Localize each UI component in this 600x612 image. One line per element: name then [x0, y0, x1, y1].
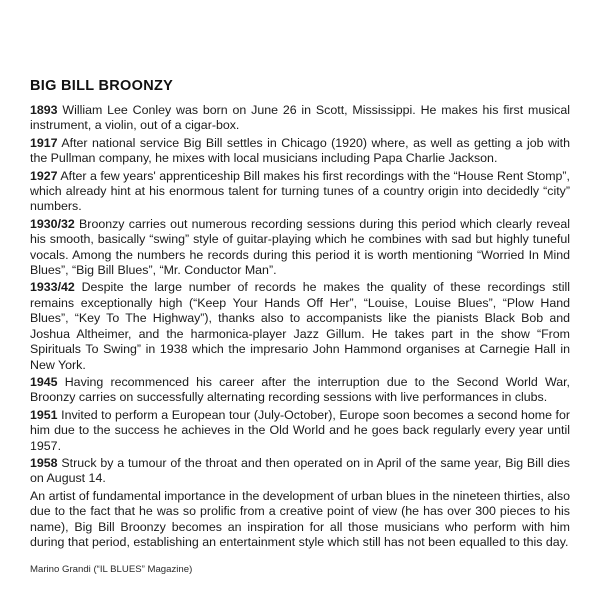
entry-text: William Lee Conley was born on June 26 in Scott, Mississippi. He makes his first musical instrument, a violin, out of a cigar-box.: [30, 103, 570, 133]
biography-entry: [30, 375, 570, 406]
entry-year: 1951: [30, 407, 58, 422]
page-title: BIG BILL BROONZY: [30, 78, 174, 94]
entry-year: 1958: [30, 455, 58, 470]
author-credit: Marino Grandi (“IL BLUES” Magazine): [30, 564, 193, 576]
entry-text: Having recommenced his career after the interruption due to the Second World War, Broonzy carries on successfully alternating recording sessions with live performances in clubs.: [30, 374, 570, 405]
entry-year: 1930/32: [30, 216, 75, 231]
entry-text: Broonzy carries out numerous recording sessions during this period which clearly reveal his smooth, basically “swing” style of guitar-playing which he combines with sad but highly tuneful vocals. Among the numbers he records during this period it is worth mentioning “Worried In Mind Blues”, “Big Bill Blues”, “Mr. Conductor Man”.: [30, 216, 570, 278]
entry-year: 1945: [30, 374, 58, 389]
entry-year: 1927: [30, 168, 58, 183]
entry-text: Despite the large number of records he makes the quality of these recordings still remains exceptionally high (“Keep Your Hands Off Her”, “Louise, Louise Blues”, “Plow Hand Blues”, “Key To The Highway”), thanks also to accompanists like the pianists Black Bob and Joshua Altheimer, and the harmonica-player Jazz Gillum. He takes part in the show “From Spirituals To Swing” in 1938 which the impresario John Hammond organises at Carnegie Hall in New York.: [30, 280, 570, 372]
entry-text: After national service Big Bill settles in Chicago (1920) where, as well as getting a job with the Pullman company, he mixes with local musicians including Papa Charlie Jackson.: [30, 135, 570, 166]
closing-paragraph: An artist of fundamental importance in the development of urban blues in the nineteen thirties, also due to the fact that he was so prolific from a creative point of view (he has over 300 pieces to his name), Big Bill Broonzy becomes an inspiration for all those musicians who perform with him during that period, establishing an entertainment style which still has not been equalled to this day.: [30, 488, 571, 549]
biography-entry: [30, 169, 570, 215]
entry-text: Invited to perform a European tour (July-October), Europe soon becomes a second home for him due to the success he achieves in the Old World and he goes back regularly every year until 1957.: [30, 407, 570, 453]
biography-entry: [30, 103, 570, 134]
biography-entry: [30, 136, 570, 167]
entry-year: 1893: [30, 103, 58, 117]
biography-entry: [30, 456, 570, 487]
entry-text: Struck by a tumour of the throat and then operated on in April of the same year, Big Bill dies on August 14.: [30, 455, 570, 486]
entry-year: 1917: [30, 135, 58, 150]
biography-entry: [30, 217, 570, 279]
entry-text: After a few years' apprenticeship Bill makes his first recordings with the “House Rent Stomp”, which already hint at his enormous talent for turning tunes of a country origin into decidedly “city” numbers.: [30, 168, 570, 214]
entry-year: 1933/42: [30, 280, 75, 295]
biography-entry: [30, 408, 570, 454]
biography-entry: [30, 280, 570, 372]
